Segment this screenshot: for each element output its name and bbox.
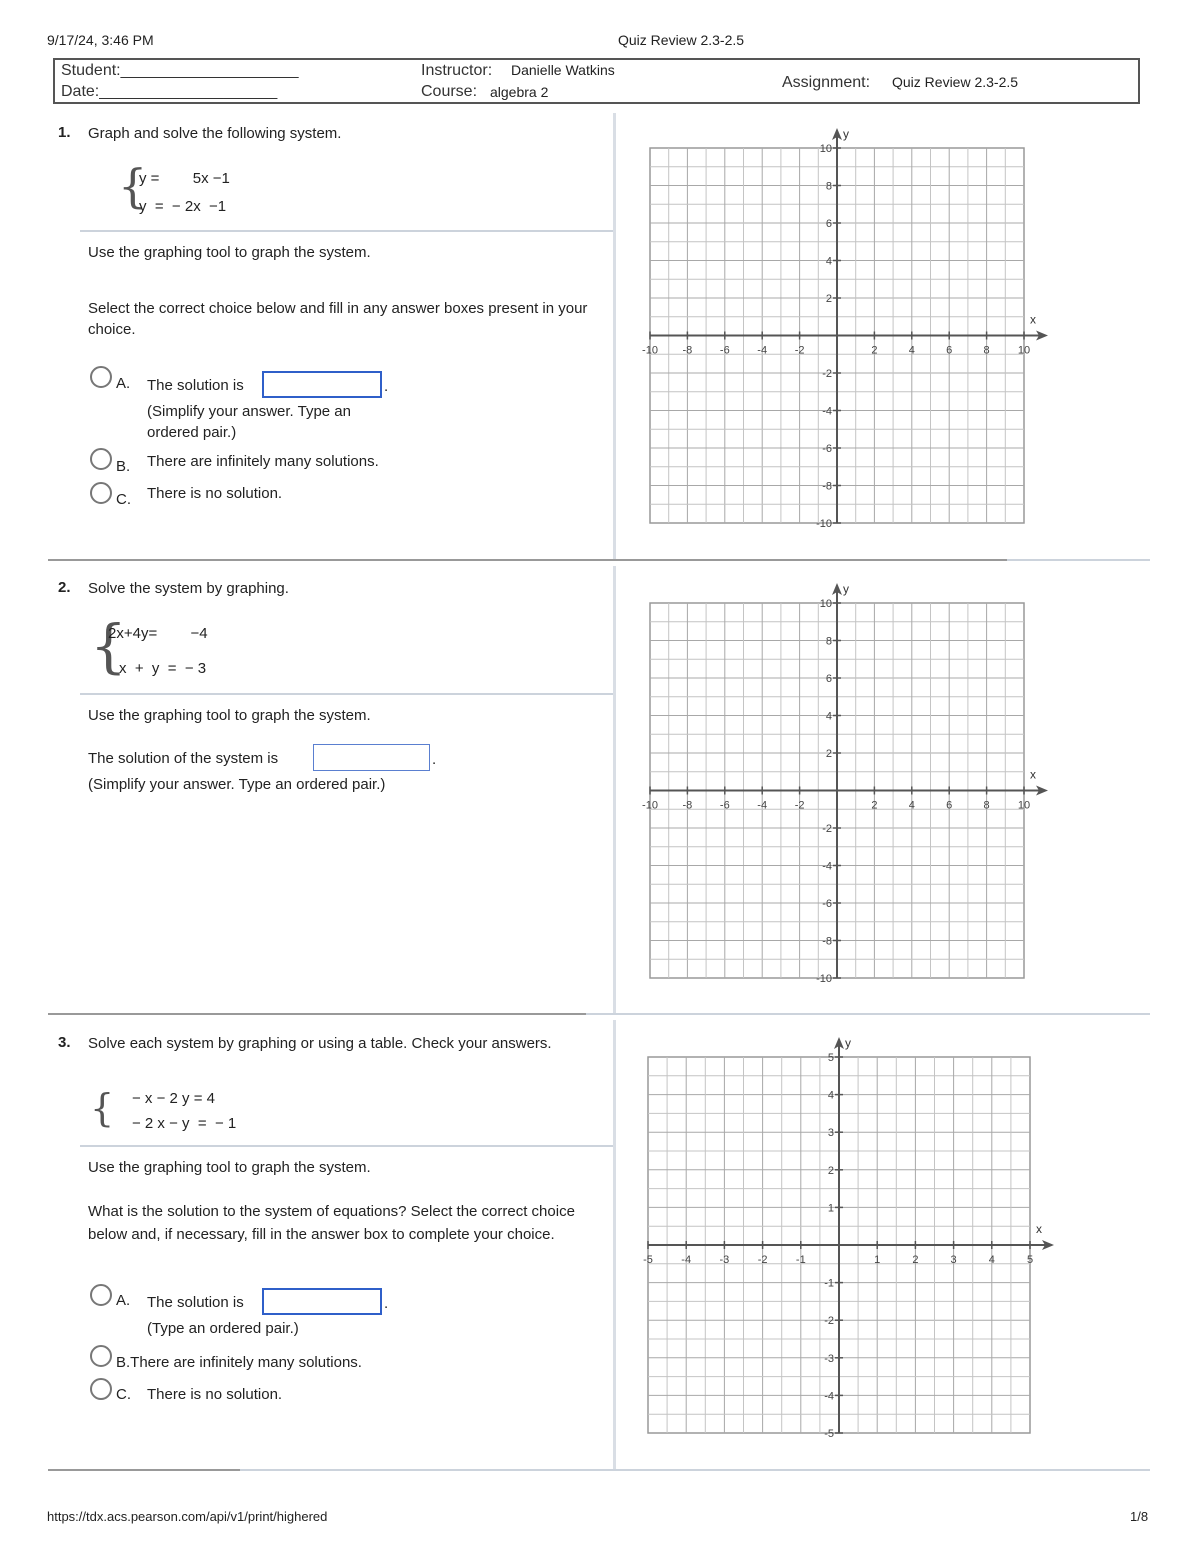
x-tick-label: -4 (757, 799, 768, 812)
choice-a-hint: (Type an ordered pair.) (147, 1320, 299, 1337)
choice-a-text: The solution is (147, 1294, 244, 1311)
x-tick-label: 8 (983, 799, 990, 812)
equation-2: − 2 x − y = − 1 (132, 1115, 237, 1132)
choice-c-text: There is no solution. (147, 485, 283, 502)
instructor-value: Danielle Watkins (511, 62, 615, 78)
x-tick-label: -2 (794, 799, 805, 812)
x-tick-label: 8 (983, 344, 990, 357)
x-tick-label: -4 (757, 344, 768, 357)
x-tick-label: 4 (908, 799, 915, 812)
y-tick-label: 3 (827, 1127, 834, 1140)
choice-a-letter: A. (116, 1292, 131, 1309)
x-tick-label: 2 (912, 1254, 919, 1266)
x-tick-label: -1 (795, 1254, 806, 1266)
question-prompt: Solve each system by graphing or using a table. Check your answers. (88, 1035, 552, 1052)
question-number: 3. (58, 1034, 71, 1051)
question-prompt: Graph and solve the following system. (88, 125, 342, 142)
x-tick-label: 1 (874, 1254, 881, 1266)
y-tick-label: 2 (825, 748, 832, 760)
x-tick-label: 3 (950, 1254, 957, 1266)
y-tick-label: -2 (824, 1315, 834, 1328)
y-tick-label: -6 (822, 898, 832, 910)
x-tick-label: 4 (988, 1254, 995, 1266)
y-axis-label: y (843, 582, 849, 596)
x-tick-label: -10 (642, 799, 658, 812)
y-tick-label: 1 (827, 1202, 834, 1215)
y-tick-label: 2 (827, 1164, 834, 1177)
course-label: Course: (421, 83, 478, 100)
choice-a-letter: A. (116, 375, 131, 392)
footer-url: https://tdx.acs.pearson.com/api/v1/print/highered (47, 1509, 328, 1524)
page-number: 1/8 (1130, 1509, 1149, 1524)
y-tick-label: -5 (824, 1428, 834, 1440)
y-tick-label: 10 (819, 598, 832, 610)
x-tick-label: 6 (946, 344, 953, 357)
period: . (384, 378, 389, 395)
y-tick-label: -10 (816, 973, 832, 985)
y-tick-label: 6 (825, 218, 832, 230)
question-text: What is the solution to the system of equations? Select the correct choice below and, if necessary, fill in the answer box to complete your choice. (88, 1203, 575, 1243)
assignment-value: Quiz Review 2.3-2.5 (892, 74, 1019, 90)
y-tick-label: -6 (822, 443, 832, 455)
x-axis-label: x (1030, 312, 1036, 327)
y-tick-label: -4 (822, 860, 832, 873)
page-title: Quiz Review 2.3-2.5 (618, 32, 745, 48)
x-tick-label: 2 (871, 799, 878, 812)
y-tick-label: -4 (824, 1390, 834, 1403)
y-tick-label: 5 (827, 1052, 834, 1064)
instructor-label: Instructor: (421, 62, 493, 79)
x-tick-label: -8 (682, 799, 693, 812)
x-tick-label: 4 (908, 344, 915, 357)
equation-1: y = 5x −1 (139, 170, 230, 187)
instruction-text: Use the graphing tool to graph the system. (88, 707, 371, 724)
system-brace: { (90, 612, 127, 680)
question-prompt: Solve the system by graphing. (88, 580, 289, 597)
x-tick-label: -3 (719, 1254, 730, 1266)
solution-label: The solution of the system is (88, 750, 279, 767)
choice-a-hint: (Simplify your answer. Type an ordered pair.) (147, 403, 351, 441)
x-tick-label: -8 (682, 344, 693, 357)
x-tick-label: -2 (794, 344, 805, 357)
period: . (384, 1295, 389, 1312)
y-tick-label: -10 (816, 518, 832, 530)
course-value: algebra 2 (490, 84, 549, 100)
y-tick-label: -2 (822, 368, 832, 380)
x-tick-label: 10 (1017, 799, 1031, 812)
x-tick-label: -10 (642, 344, 658, 357)
y-tick-label: -2 (822, 823, 832, 835)
x-tick-label: 5 (1026, 1254, 1034, 1266)
choice-c-letter: C. (116, 1386, 131, 1403)
y-tick-label: 10 (819, 143, 832, 155)
date-label: Date:____________________ (61, 83, 278, 100)
x-tick-label: 2 (871, 344, 878, 357)
y-axis-label: y (843, 127, 849, 141)
print-datetime: 9/17/24, 3:46 PM (47, 32, 154, 48)
x-axis-label: x (1036, 1222, 1042, 1236)
assignment-label: Assignment: (782, 74, 871, 91)
y-tick-label: -8 (822, 480, 832, 493)
y-tick-label: -1 (824, 1277, 834, 1290)
choice-b-text: There are infinitely many solutions. (147, 453, 379, 470)
question-number: 1. (58, 124, 71, 141)
x-tick-label: 6 (946, 799, 953, 812)
student-label: Student:____________________ (61, 62, 299, 79)
instruction-text: Use the graphing tool to graph the system. (88, 244, 371, 261)
x-tick-label: -6 (719, 799, 730, 812)
instruction-text: Use the graphing tool to graph the system. (88, 1159, 371, 1176)
system-brace: { (90, 1086, 115, 1130)
choice-a-text: The solution is (147, 377, 244, 394)
y-tick-label: -3 (824, 1352, 834, 1365)
y-tick-label: 4 (825, 710, 832, 723)
period: . (432, 751, 437, 768)
x-tick-label: -2 (757, 1254, 768, 1266)
choice-b-text: B.There are infinitely many solutions. (116, 1354, 362, 1371)
x-tick-label: -5 (643, 1254, 653, 1266)
y-tick-label: 4 (827, 1089, 834, 1102)
y-axis-label: y (845, 1036, 851, 1050)
y-tick-label: -4 (822, 405, 832, 418)
y-tick-label: 6 (825, 673, 832, 685)
question-number: 2. (58, 579, 71, 596)
x-axis-label: x (1030, 767, 1036, 782)
y-tick-label: 2 (825, 293, 832, 305)
x-tick-label: 10 (1017, 344, 1031, 357)
choice-b-letter: B. (116, 458, 131, 475)
equation-1: 2x+4y= −4 (108, 625, 208, 642)
y-tick-label: 4 (825, 255, 832, 268)
answer-hint: (Simplify your answer. Type an ordered pair.) (88, 776, 386, 793)
system-brace: { (118, 159, 148, 213)
instruction-text: Select the correct choice below and fill in any answer boxes present in your choice. (88, 300, 588, 338)
equation-2: x + y = − 3 (119, 660, 207, 677)
choice-c-letter: C. (116, 491, 131, 508)
equation-1: − x − 2 y = 4 (132, 1090, 215, 1107)
y-tick-label: -8 (822, 935, 832, 948)
x-tick-label: -6 (719, 344, 730, 357)
y-tick-label: 8 (825, 180, 832, 193)
choice-c-text: There is no solution. (147, 1386, 283, 1403)
equation-2: y = − 2x −1 (139, 198, 227, 215)
x-tick-label: -4 (681, 1254, 692, 1266)
y-tick-label: 8 (825, 635, 832, 648)
